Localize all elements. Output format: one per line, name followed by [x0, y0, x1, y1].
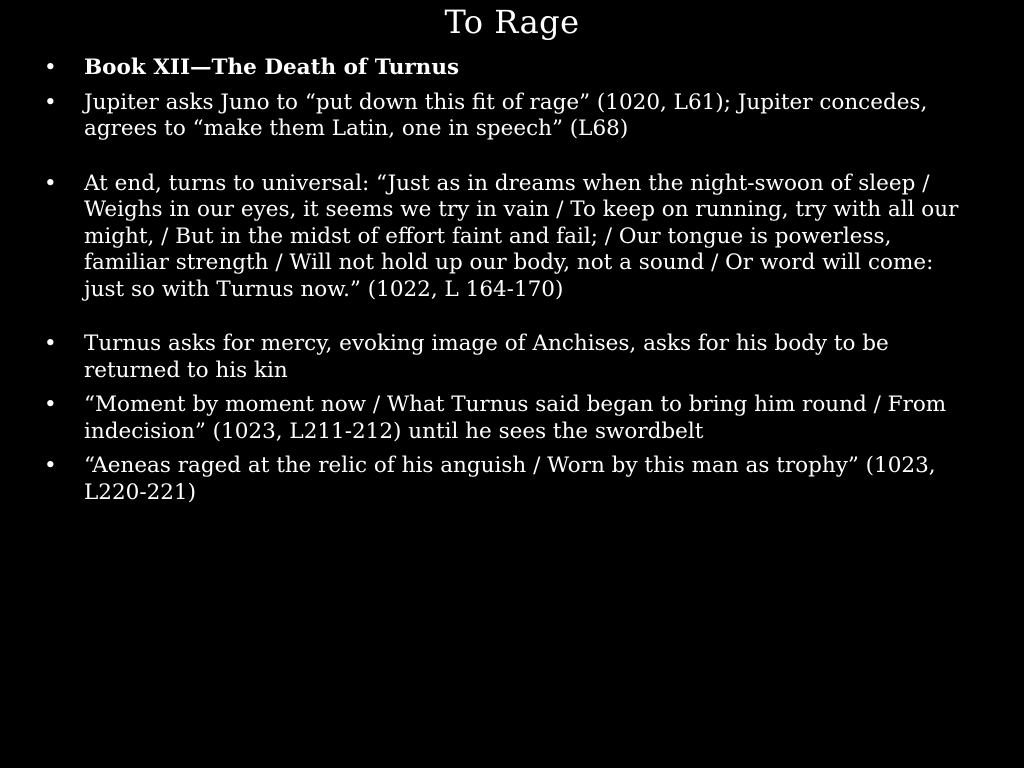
bullet-text: Book XII—The Death of Turnus	[84, 55, 460, 80]
bullet-icon: •	[44, 55, 57, 80]
slide-title: To Rage	[444, 3, 580, 41]
bullet-item-indecision	[44, 392, 979, 445]
bullet-item-dream-simile	[44, 171, 979, 304]
bullet-text: Turnus asks for mercy, evoking image of Anchises, asks for his body to be returned to his kin	[84, 331, 889, 383]
bullet-item-heading	[44, 55, 979, 82]
bullet-text: At end, turns to universal: “Just as in dreams when the night-swoon of sleep / Weighs in our eyes, it seems we try in vain / To keep on running, try with all our might, / But in the midst of effort faint and fail; / Our tongue is powerless, familiar strength / Will not hold up our body, not a sound / Or word will come: just so with Turnus now.” (1022, L 164-170)	[84, 170, 959, 302]
bullet-icon: •	[44, 170, 57, 196]
bullet-text: “Aeneas raged at the relic of his anguish / Worn by this man as trophy” (1023, L220-221)	[84, 453, 936, 505]
bullet-icon: •	[44, 89, 57, 115]
bullet-icon: •	[44, 331, 57, 356]
bullet-item-jupiter	[44, 90, 979, 143]
bullet-list	[44, 55, 979, 514]
bullet-text: “Moment by moment now / What Turnus said began to bring him round / From indecision” (1023, L211-212) until he sees the swordbelt	[84, 392, 947, 444]
bullet-text: Jupiter asks Juno to “put down this fit of rage” (1020, L61); Jupiter concedes, agrees to “make them Latin, one in speech” (L68)	[84, 89, 928, 141]
bullet-item-aeneas-raged	[44, 453, 979, 506]
bullet-icon: •	[44, 392, 57, 417]
bullet-item-mercy	[44, 331, 979, 384]
bullet-icon: •	[44, 453, 57, 478]
